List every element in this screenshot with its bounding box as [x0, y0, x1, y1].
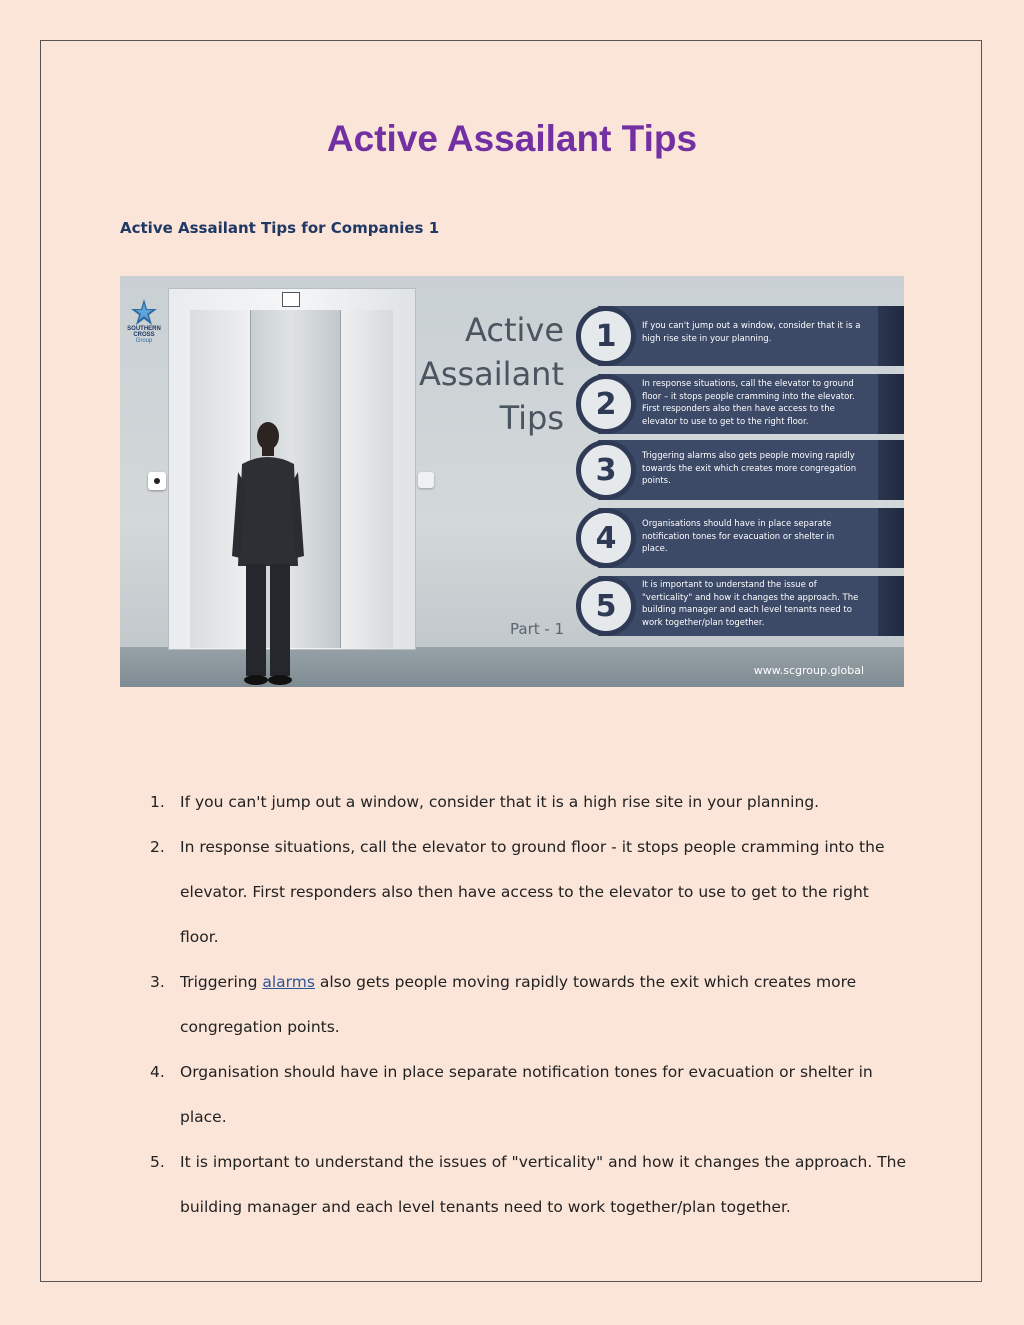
list-item: [150, 960, 910, 1050]
list-item: [150, 780, 910, 825]
tip-number-badge: 3: [576, 440, 636, 500]
list-item-text: If you can't jump out a window, consider that it is a high rise site in your planning.: [180, 793, 820, 811]
page-title: Active Assailant Tips: [326, 118, 698, 159]
list-item: [150, 1050, 910, 1140]
list-item-text-before: Triggering: [180, 973, 263, 991]
list-number: 3.: [150, 973, 165, 991]
logo-line-1: SOUTHERN: [127, 326, 161, 332]
list-number: 4.: [150, 1063, 165, 1081]
elevator-sign-icon: [282, 292, 300, 307]
infographic-title-line: Active: [465, 311, 564, 349]
businessman-figure-icon: [228, 416, 308, 687]
tip-number-badge: 5: [576, 576, 636, 636]
list-item-text: It is important to understand the issues of "verticality" and how it changes the approach. The building manager and each level tenants need to work together/plan together.: [180, 1153, 907, 1216]
page-subtitle: Active Assailant Tips for Companies 1: [120, 219, 440, 237]
call-button-icon: [148, 472, 166, 490]
list-item-text-after: also gets people moving rapidly towards the exit which creates more congregation points.: [180, 973, 857, 1036]
infographic-title-line: Assailant: [418, 355, 564, 393]
tip-text: If you can't jump out a window, consider that it is a high rise site in your planning.: [642, 321, 861, 344]
list-number: 2.: [150, 838, 165, 856]
list-number: 1.: [150, 793, 165, 811]
tip-text: Triggering alarms also gets people moving rapidly towards the exit which creates more congregation points.: [642, 451, 857, 486]
tip-text: In response situations, call the elevator to ground floor – it stops people cramming into the elevator. First responders also then have access to the elevator to use to get to the right floor.: [642, 379, 855, 427]
tip-number-badge: 1: [576, 306, 636, 366]
infographic-image: [120, 276, 904, 687]
list-item-text: Organisation should have in place separate notification tones for evacuation or shelter in place.: [180, 1063, 873, 1126]
website-url: www.scgroup.global: [753, 664, 864, 677]
star-logo-icon: [130, 298, 158, 326]
company-logo: [124, 298, 164, 344]
part-label: Part - 1: [510, 620, 565, 638]
tip-text: Organisations should have in place separate notification tones for evacuation or shelter in place.: [642, 519, 835, 554]
logo-line-3: Group: [135, 338, 153, 344]
tip-text: It is important to understand the issue of "verticality" and how it changes the approach. The building manager and each level tenants need to work together/plan together.: [642, 580, 859, 628]
tip-number-badge: 2: [576, 374, 636, 434]
call-button-icon: [418, 472, 434, 488]
infographic-title: [419, 308, 564, 440]
list-item: [150, 1140, 910, 1230]
list-number: 5.: [150, 1153, 165, 1171]
alarms-link[interactable]: alarms: [262, 973, 315, 991]
elevator-door-right: [340, 310, 393, 648]
tips-list: [150, 780, 910, 1230]
list-item: [150, 825, 910, 960]
list-item-text: In response situations, call the elevator to ground floor - it stops people cramming into the elevator. First responders also then have access to the elevator to use to get to the right floor.: [180, 838, 885, 946]
logo-line-2: CROSS: [133, 332, 155, 338]
infographic-title-line: Tips: [499, 399, 564, 437]
tip-number-badge: 4: [576, 508, 636, 568]
